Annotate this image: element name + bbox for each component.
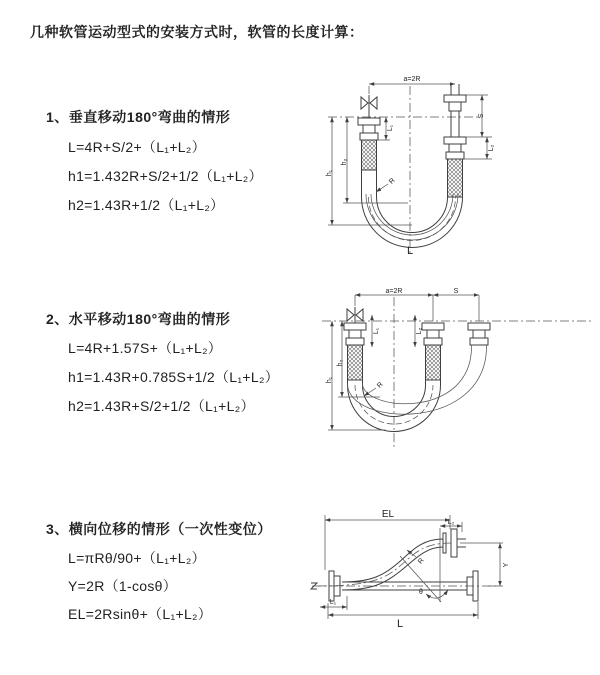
section3-heading: 3、横向位移的情形（一次性变位） <box>46 521 272 537</box>
dim-label-l1: L₁ <box>329 599 337 606</box>
dim-l2 <box>415 315 423 347</box>
section2-formula-l: L=4R+1.57S+（L₁+L₂） <box>68 340 223 356</box>
hose-u-bend <box>362 194 463 247</box>
dim-radius <box>376 177 397 192</box>
dim-label-theta: θ <box>419 589 423 596</box>
dim-s <box>466 95 492 137</box>
dim-label-h1: h₁ <box>326 169 333 177</box>
valve-icon <box>347 307 363 323</box>
dim-l2 <box>464 137 495 159</box>
dim-a2r <box>369 76 455 94</box>
right-pipe-flange <box>444 84 466 197</box>
section2-heading: 2、水平移动180°弯曲的情形 <box>46 311 231 327</box>
diagram-vertical-180-bend <box>310 70 600 260</box>
braided-hose-section <box>448 159 463 197</box>
dim-label-l2: L₂ <box>416 327 423 335</box>
dim-label-s: S <box>453 288 459 295</box>
left-pipe-flange <box>344 323 366 385</box>
braided-hose-section <box>362 140 377 170</box>
dim-label-r: R <box>417 557 426 566</box>
dim-label-l1: L₁ <box>387 124 394 132</box>
section2-formula-h2: h2=1.43R+S/2+1/2（L₁+L₂） <box>68 398 255 414</box>
dim-radius <box>364 381 385 396</box>
dim-label-r: R <box>376 381 385 390</box>
section2-formula-h1: h1=1.43R+0.785S+1/2（L₁+L₂） <box>68 369 279 385</box>
dim-label-el: EL <box>381 509 395 520</box>
dim-label-y: Y <box>503 562 510 568</box>
diagram-lateral-displacement <box>300 500 600 670</box>
dim-label-l-total: L <box>406 245 414 257</box>
section1-formula-h1: h1=1.432R+S/2+1/2（L₁+L₂） <box>68 168 263 184</box>
braided-hose-section <box>348 345 363 380</box>
section3-formula-l: L=πRθ/90+（L₁+L₂） <box>68 550 206 566</box>
dim-label-r: R <box>388 177 397 186</box>
middle-pipe-flange <box>422 323 444 385</box>
dim-label-h2: h₂ <box>337 359 344 367</box>
dim-s <box>433 288 479 321</box>
dim-label-l2: L₂ <box>488 144 495 152</box>
dim-l1 <box>320 596 347 610</box>
section1-formula-h2: h2=1.43R+1/2（L₁+L₂） <box>68 197 225 213</box>
dim-label-l2: L₂ <box>447 519 455 526</box>
dim-label-h1: h₁ <box>326 376 333 384</box>
dim-el <box>325 509 450 570</box>
dim-label-s: S <box>478 113 485 119</box>
right-pipe-flange <box>468 323 490 345</box>
dim-label-l1: L₁ <box>373 327 380 335</box>
dim-label-a2r: a=2R <box>385 288 403 295</box>
page-title: 几种软管运动型式的安装方式时，软管的长度计算： <box>30 24 364 40</box>
dim-label-a2r: a=2R <box>403 76 421 83</box>
valve-icon <box>361 95 377 118</box>
section3-formula-el: EL=2Rsinθ+（L₁+L₂） <box>68 606 213 622</box>
section1-formula-l: L=4R+S/2+（L₁+L₂） <box>68 139 206 155</box>
dim-label-h2: h₂ <box>341 158 348 166</box>
diagram-horizontal-180-bend <box>310 285 600 460</box>
dim-l1 <box>372 315 380 347</box>
section1-heading: 1、垂直移动180°弯曲的情形 <box>46 109 231 125</box>
straight-pipe-position <box>311 582 496 590</box>
braided-hose-section <box>426 345 441 380</box>
section3-formula-y: Y=2R（1-cosθ） <box>68 578 178 594</box>
left-pipe-flange <box>358 118 380 197</box>
dim-l-total <box>328 602 478 630</box>
dim-label-l-total: L <box>396 618 404 630</box>
